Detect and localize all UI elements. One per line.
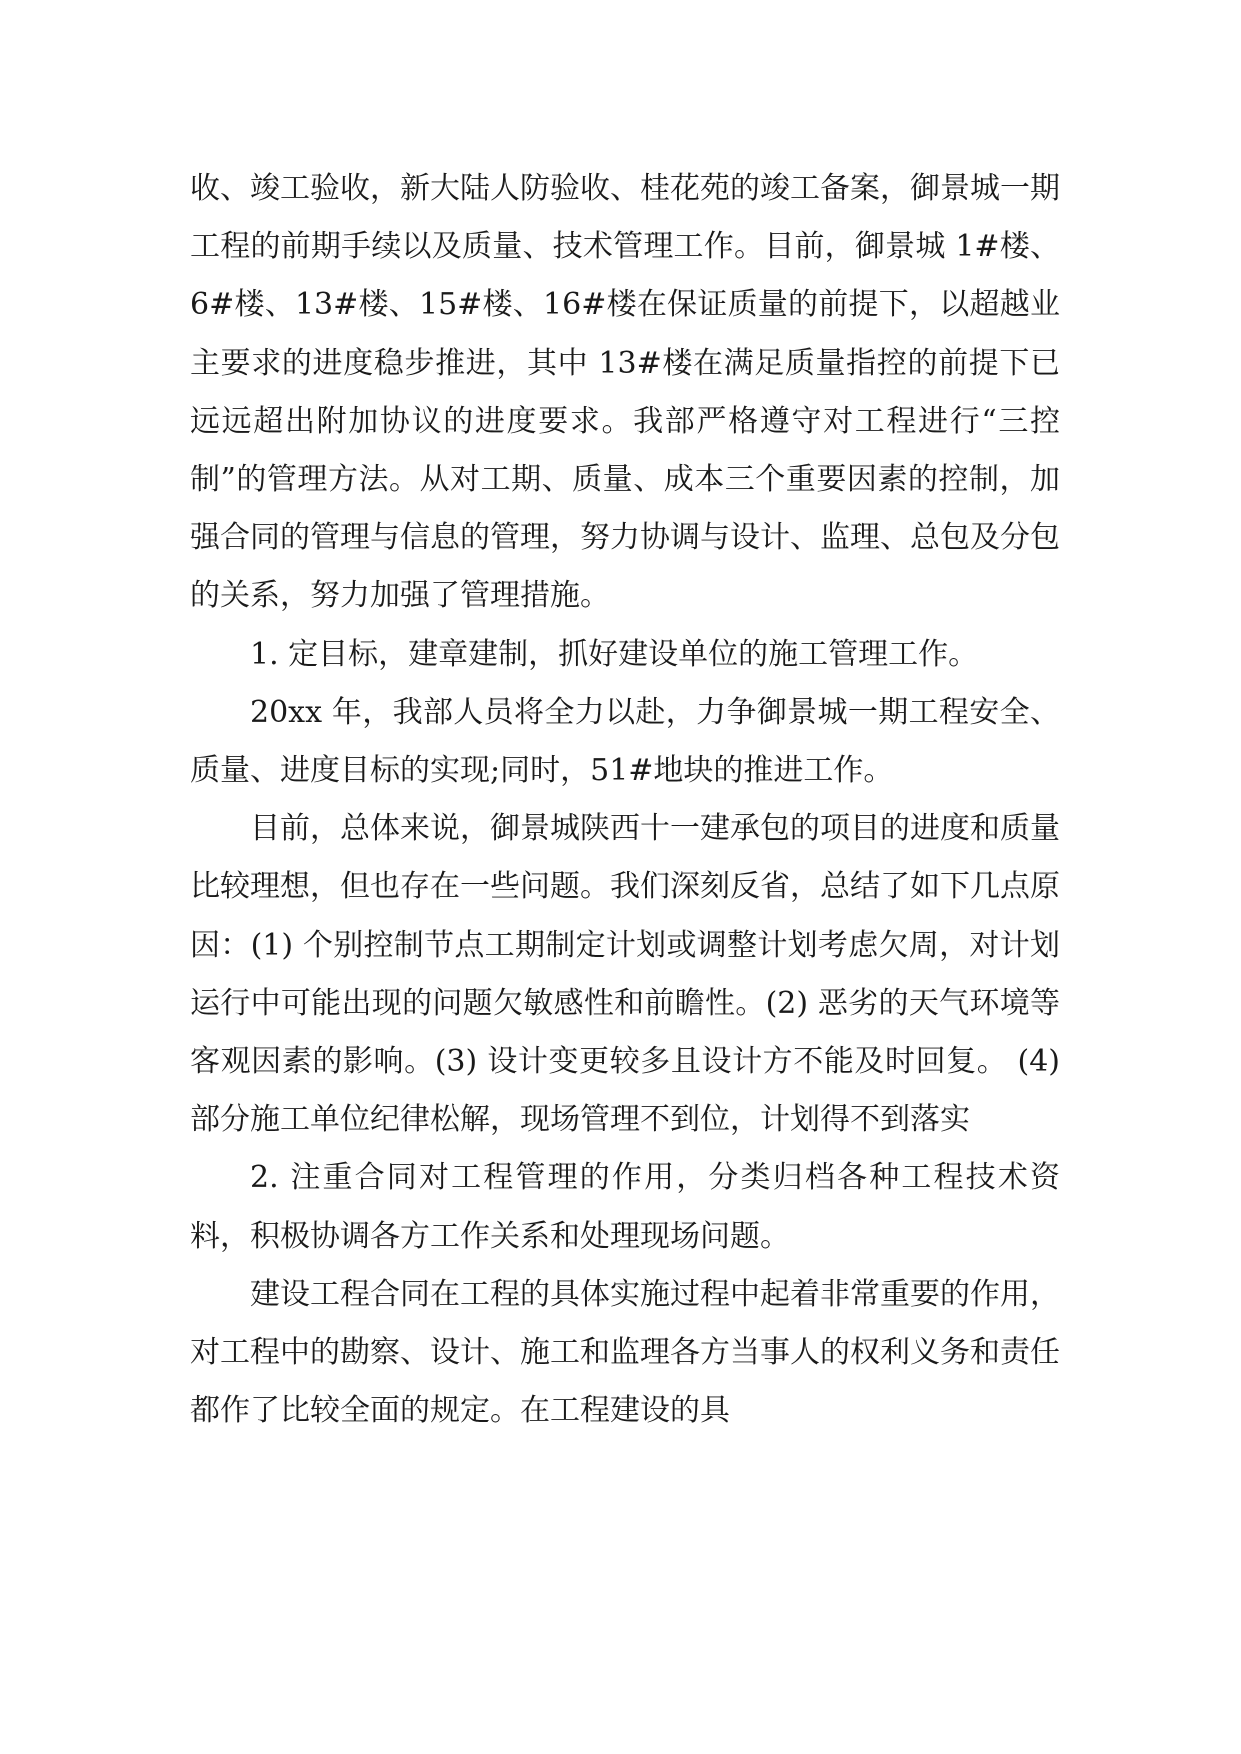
paragraph-problems: 目前，总体来说，御景城陕西十一建承包的项目的进度和质量比较理想，但也存在一些问题。我们深刻反省，总结了如下几点原因：(1) 个别控制节点工期制定计划或调整计划考虑欠周，对计划运行中可能出现的问题欠敏感性和前瞻性。(2) 恶劣的天气环境等客观因素的影响。(3) 设计变更较多且设计方不能及时回复。 (4) 部分施工单位纪律松解，现场管理不到位，计划得不到落实	[190, 811, 1060, 1138]
paragraph-continuation: 收、竣工验收，新大陆人防验收、桂花苑的竣工备案，御景城一期工程的前期手续以及质量、技术管理工作。目前，御景城 1#楼、6#楼、13#楼、15#楼、16#楼在保证质量的前提下，以超越业主要求的进度稳步推进，其中 13#楼在满足质量指控的前提下已远远超出附加协议的进度要求。我部严格遵守对工程进行“三控制”的管理方法。从对工期、质量、成本三个重要因素的控制，加强合同的管理与信息的管理，努力协调与设计、监理、总包及分包的关系，努力加强了管理措施。	[190, 171, 1060, 614]
section-heading-1: 1. 定目标，建章建制，抓好建设单位的施工管理工作。	[250, 636, 979, 672]
paragraph-contracts: 建设工程合同在工程的具体实施过程中起着非常重要的作用，对工程中的勘察、设计、施工和监理各方当事人的权利义务和责任都作了比较全面的规定。在工程建设的具	[190, 1276, 1060, 1429]
document-body	[190, 160, 1060, 1440]
section-heading-2: 2. 注重合同对工程管理的作用，分类归档各种工程技术资料，积极协调各方工作关系和处理现场问题。	[190, 1160, 1060, 1254]
paragraph-goals: 20xx 年，我部人员将全力以赴，力争御景城一期工程安全、质量、进度目标的实现;同时，51#地块的推进工作。	[190, 694, 1060, 789]
